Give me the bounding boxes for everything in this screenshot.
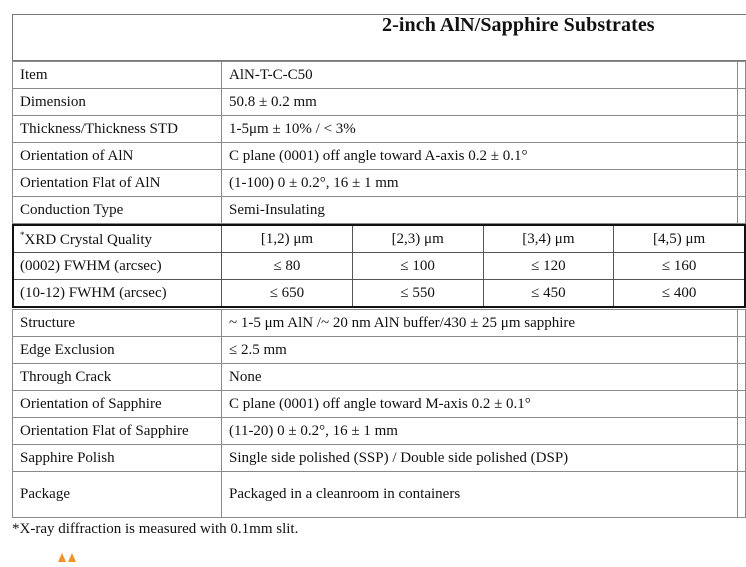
page-title: 2-inch AlN/Sapphire Substrates xyxy=(382,14,655,36)
spec-value: ~ 1-5 μm AlN /~ 20 nm AlN buffer/430 ± 25 μm sapphire xyxy=(222,310,738,337)
xrd-table xyxy=(12,224,746,308)
spec-label: Package xyxy=(13,472,222,518)
xrd-header-label xyxy=(13,225,222,253)
xrd-cell: ≤ 550 xyxy=(352,280,483,308)
spec-row xyxy=(13,337,746,364)
spec-value: AlN-T-C-C50 xyxy=(222,62,738,89)
logo-icon xyxy=(56,552,80,562)
xrd-cell: ≤ 120 xyxy=(483,253,614,280)
spec-value: C plane (0001) off angle toward M-axis 0.2 ± 0.1° xyxy=(222,391,738,418)
xrd-cell: ≤ 80 xyxy=(222,253,353,280)
spec-label: Orientation Flat of Sapphire xyxy=(13,418,222,445)
xrd-range-1: [1,2) μm xyxy=(222,225,353,253)
spec-value: ≤ 2.5 mm xyxy=(222,337,738,364)
spec-row xyxy=(13,310,746,337)
spec-label: Thickness/Thickness STD xyxy=(13,116,222,143)
table-edge xyxy=(738,310,746,337)
table-edge xyxy=(738,197,746,224)
spec-value: C plane (0001) off angle toward A-axis 0.2 ± 0.1° xyxy=(222,143,738,170)
spec-label: Orientation of AlN xyxy=(13,143,222,170)
xrd-row-0002 xyxy=(13,253,745,280)
spec-label: Conduction Type xyxy=(13,197,222,224)
table-edge xyxy=(738,445,746,472)
spec-row xyxy=(13,445,746,472)
table-edge xyxy=(738,391,746,418)
table-edge xyxy=(738,364,746,391)
spec-label: Orientation Flat of AlN xyxy=(13,170,222,197)
spec-row xyxy=(13,170,746,197)
footnote-marker: * xyxy=(20,229,25,240)
xrd-cell: ≤ 400 xyxy=(614,280,745,308)
spec-value: Semi-Insulating xyxy=(222,197,738,224)
table-edge xyxy=(738,116,746,143)
table-edge xyxy=(738,170,746,197)
spec-table-top xyxy=(12,61,746,224)
xrd-row-label: (0002) FWHM (arcsec) xyxy=(13,253,222,280)
table-edge xyxy=(738,143,746,170)
spec-table-bottom xyxy=(12,309,746,518)
table-edge xyxy=(738,337,746,364)
xrd-range-3: [3,4) μm xyxy=(483,225,614,253)
spec-row xyxy=(13,472,746,518)
xrd-header-text: XRD Crystal Quality xyxy=(24,231,152,248)
footnote: *X-ray diffraction is measured with 0.1mm slit. xyxy=(12,521,299,537)
table-edge xyxy=(738,89,746,116)
spec-label: Sapphire Polish xyxy=(13,445,222,472)
xrd-row-1012 xyxy=(13,280,745,308)
spec-label: Edge Exclusion xyxy=(13,337,222,364)
spec-row xyxy=(13,418,746,445)
spec-label: Through Crack xyxy=(13,364,222,391)
spec-value: (1-100) 0 ± 0.2°, 16 ± 1 mm xyxy=(222,170,738,197)
spec-value: 50.8 ± 0.2 mm xyxy=(222,89,738,116)
spec-label: Structure xyxy=(13,310,222,337)
spec-row xyxy=(13,62,746,89)
spec-value: Single side polished (SSP) / Double side polished (DSP) xyxy=(222,445,738,472)
xrd-cell: ≤ 650 xyxy=(222,280,353,308)
spec-value: 1-5μm ± 10% / < 3% xyxy=(222,116,738,143)
spec-value: (11-20) 0 ± 0.2°, 16 ± 1 mm xyxy=(222,418,738,445)
table-edge xyxy=(738,62,746,89)
spec-row xyxy=(13,364,746,391)
xrd-section xyxy=(12,224,746,308)
table-edge xyxy=(738,418,746,445)
table-edge xyxy=(738,472,746,518)
xrd-header-row xyxy=(13,225,745,253)
xrd-row-label: (10-12) FWHM (arcsec) xyxy=(13,280,222,308)
spec-row xyxy=(13,89,746,116)
xrd-range-4: [4,5) μm xyxy=(614,225,745,253)
spec-value: None xyxy=(222,364,738,391)
xrd-range-2: [2,3) μm xyxy=(352,225,483,253)
company-logo xyxy=(56,549,80,567)
spec-row xyxy=(13,197,746,224)
xrd-cell: ≤ 160 xyxy=(614,253,745,280)
spec-label: Orientation of Sapphire xyxy=(13,391,222,418)
spec-row xyxy=(13,143,746,170)
xrd-cell: ≤ 450 xyxy=(483,280,614,308)
spec-label: Dimension xyxy=(13,89,222,116)
spec-value: Packaged in a cleanroom in containers xyxy=(222,472,738,518)
spec-row xyxy=(13,116,746,143)
spec-label: Item xyxy=(13,62,222,89)
spec-row xyxy=(13,391,746,418)
xrd-cell: ≤ 100 xyxy=(352,253,483,280)
